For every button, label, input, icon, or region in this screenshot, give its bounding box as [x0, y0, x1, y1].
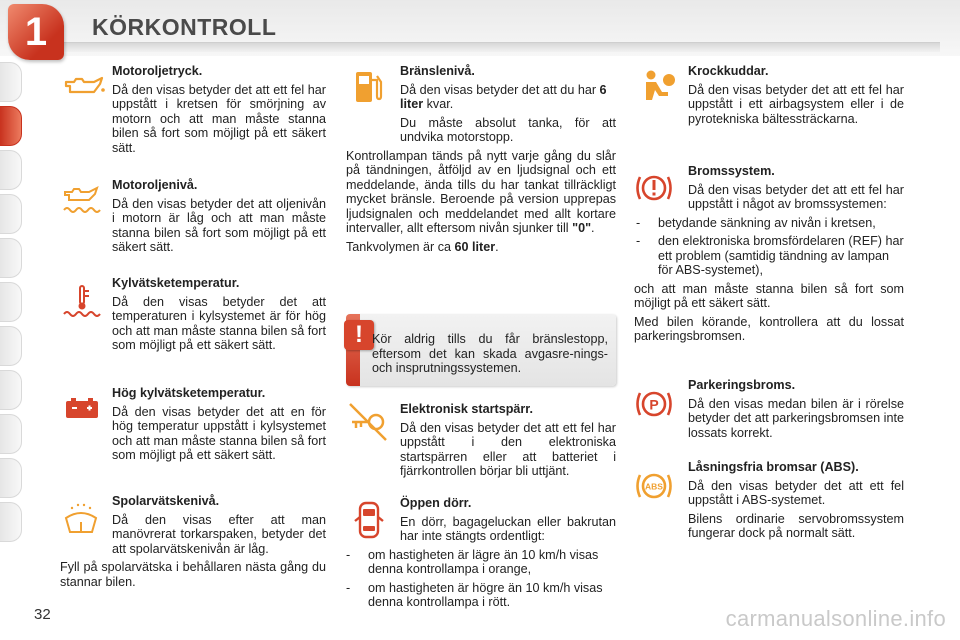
chapter-tab[interactable]: [0, 194, 22, 234]
brakes-text: Då den visas betyder det att ett fel har uppstått i något av bromssystemen:: [688, 182, 904, 211]
parking-brake-section: [634, 378, 904, 444]
door-open-item-2: - om hastigheten är högre än 10 km/h visas denna kontrollampa i rött.: [344, 581, 616, 610]
abs-text-2: Bilens ordinarie servobromssystem fungerar dock på normalt sätt.: [688, 511, 904, 540]
fuel-title: Bränslenivå.: [400, 64, 475, 78]
immobiliser-section: [346, 402, 616, 483]
high-coolant-temp-text: Då den visas betyder det att en för hög temperatur uppstått i kylsystemet och att man måste stanna bilen så fort som möjligt på ett säkert sätt.: [112, 404, 326, 462]
brakes-stop-text: och att man måste stanna bilen så fort som möjligt på ett säkert sätt.: [634, 281, 904, 310]
abs-title: Låsningsfria bromsar (ABS).: [688, 460, 859, 474]
fuel-text-4a: Tankvolymen är ca: [346, 239, 455, 254]
brakes-parking-text: Med bilen körande, kontrollera att du lossat parkeringsbromsen.: [634, 314, 904, 343]
oil-pressure-text: Då den visas betyder det att ett fel har uppstått i kretsen för smörjning av motorn och att man måste stanna bilen så fort som möjligt på ett säkert sätt.: [112, 82, 326, 155]
door-open-section: [346, 496, 616, 614]
svg-text:P: P: [649, 396, 659, 413]
header-rule: [60, 42, 940, 52]
brakes-section: [634, 164, 904, 348]
chapter-tab[interactable]: [0, 370, 22, 410]
fuel-section: [346, 64, 616, 258]
oil-pressure-section: [60, 64, 326, 159]
fuel-text-1c: kvar.: [423, 97, 454, 111]
fuel-tank-volume: 60 liter: [454, 239, 496, 254]
oil-level-section: [60, 178, 326, 259]
chapter-tab[interactable]: [0, 326, 22, 366]
airbags-section: [634, 64, 904, 130]
fuel-remaining-liters: 6 liter: [400, 82, 607, 111]
chapter-tab[interactable]: [0, 414, 22, 454]
washer-fluid-section: [60, 494, 326, 593]
fuel-text-2: Du måste absolut tanka, för att undvika motorstopp.: [400, 115, 616, 144]
fuel-text-3a: Kontrollampan tänds på nytt varje gång du slår på tändningen, åtföljd av en ljudsignal och ett meddelande, ända tills du har tankat tillräckligt mycket bränsle. Beroende på version upprepas ljudsignalen och meddelandet med allt kortare intervaller, allt eftersom nivån sjunker till: [346, 148, 616, 235]
chapter-tab[interactable]: [0, 282, 22, 322]
parking-brake-title: Parkeringsbroms.: [688, 378, 796, 392]
watermark: carmanualsonline.info: [725, 606, 946, 631]
oil-level-title: Motoroljenivå.: [112, 178, 198, 192]
coolant-temp-text: Då den visas betyder det att temperaturen i kylsystemet är för hög och att man måste stanna bilen så fort som möjligt på ett säkert sätt.: [112, 294, 326, 352]
brakes-item-2: - den elektroniska bromsfördelaren (REF) har ett problem (samtidig tändning av lampan för ABS-systemet),: [634, 234, 904, 278]
chapter-tab-active[interactable]: [0, 106, 22, 146]
chapter-tab[interactable]: [0, 502, 22, 542]
oil-level-text: Då den visas betyder det att oljenivån i motorn är låg och att man måste stanna bilen så fort som möjligt på ett säkert sätt.: [112, 196, 326, 254]
fuel-text-4: [346, 240, 616, 255]
chapter-tabs: [0, 62, 24, 546]
airbags-text: Då den visas betyder det att ett fel har uppstått i ett airbagsystem eller i de pyrotekniska bältessträckarna.: [688, 82, 904, 126]
fuel-text-1a: Då den visas betyder det att du har: [400, 82, 600, 97]
abs-icon-label: ABS: [645, 481, 663, 492]
fuel-zero-value: "0": [572, 221, 592, 235]
chapter-number-badge: 1: [8, 4, 64, 60]
fuel-text-3c: .: [591, 221, 595, 235]
coolant-temp-section: [60, 276, 326, 357]
immobiliser-text: Då den visas betyder det att ett fel har uppstått i den elektroniska startspärren eller att batteriet i fjärrkontrollen börjar bli uttjänt.: [400, 420, 616, 478]
fuel-text-3: [346, 149, 616, 236]
brakes-item-1: - betydande sänkning av nivån i kretsen,: [634, 216, 904, 231]
parking-brake-text: Då den visas medan bilen är i rörelse betyder det att parkeringsbromsen inte lossats korrekt.: [688, 396, 904, 440]
warning-note-box: [346, 314, 616, 386]
coolant-temp-title: Kylvätsketemperatur.: [112, 276, 240, 290]
abs-section: [634, 460, 904, 545]
chapter-tab[interactable]: [0, 238, 22, 278]
airbags-title: Krockkuddar.: [688, 64, 769, 78]
washer-fluid-refill-text: Fyll på spolarvätska i behållaren nästa gång du stannar bilen.: [60, 560, 326, 589]
fuel-text-4c: .: [495, 239, 499, 254]
warning-note-text: Kör aldrig tills du får bränslestopp, eftersom det kan skada avgasre-nings- och insprutningssystemen.: [372, 332, 608, 375]
brakes-title: Bromssystem.: [688, 164, 775, 178]
oil-pressure-title: Motoroljetryck.: [112, 64, 203, 78]
door-open-title: Öppen dörr.: [400, 496, 472, 510]
door-open-text: En dörr, bagageluckan eller bakrutan har inte stängts ordentligt:: [400, 514, 616, 543]
chapter-tab[interactable]: [0, 62, 22, 102]
abs-text-1: Då den visas betyder det att ett fel uppstått i ABS-systemet.: [688, 478, 904, 507]
door-open-item-1: - om hastigheten är lägre än 10 km/h visas denna kontrollampa i orange,: [344, 548, 616, 577]
immobiliser-title: Elektronisk startspärr.: [400, 402, 533, 416]
page-title: KÖRKONTROLL: [92, 14, 277, 40]
exclamation-icon: !: [344, 320, 374, 350]
washer-fluid-text: Då den visas efter att man manövrerat torkarspaken, betyder det att spolarvätskenivån är låg.: [112, 512, 326, 556]
high-coolant-temp-section: [60, 386, 326, 467]
chapter-tab[interactable]: [0, 458, 22, 498]
page-number: 32: [34, 606, 51, 623]
washer-fluid-title: Spolarvätskenivå.: [112, 494, 220, 508]
chapter-tab[interactable]: [0, 150, 22, 190]
fuel-text-1: [346, 83, 616, 112]
high-coolant-temp-title: Hög kylvätsketemperatur.: [112, 386, 266, 400]
